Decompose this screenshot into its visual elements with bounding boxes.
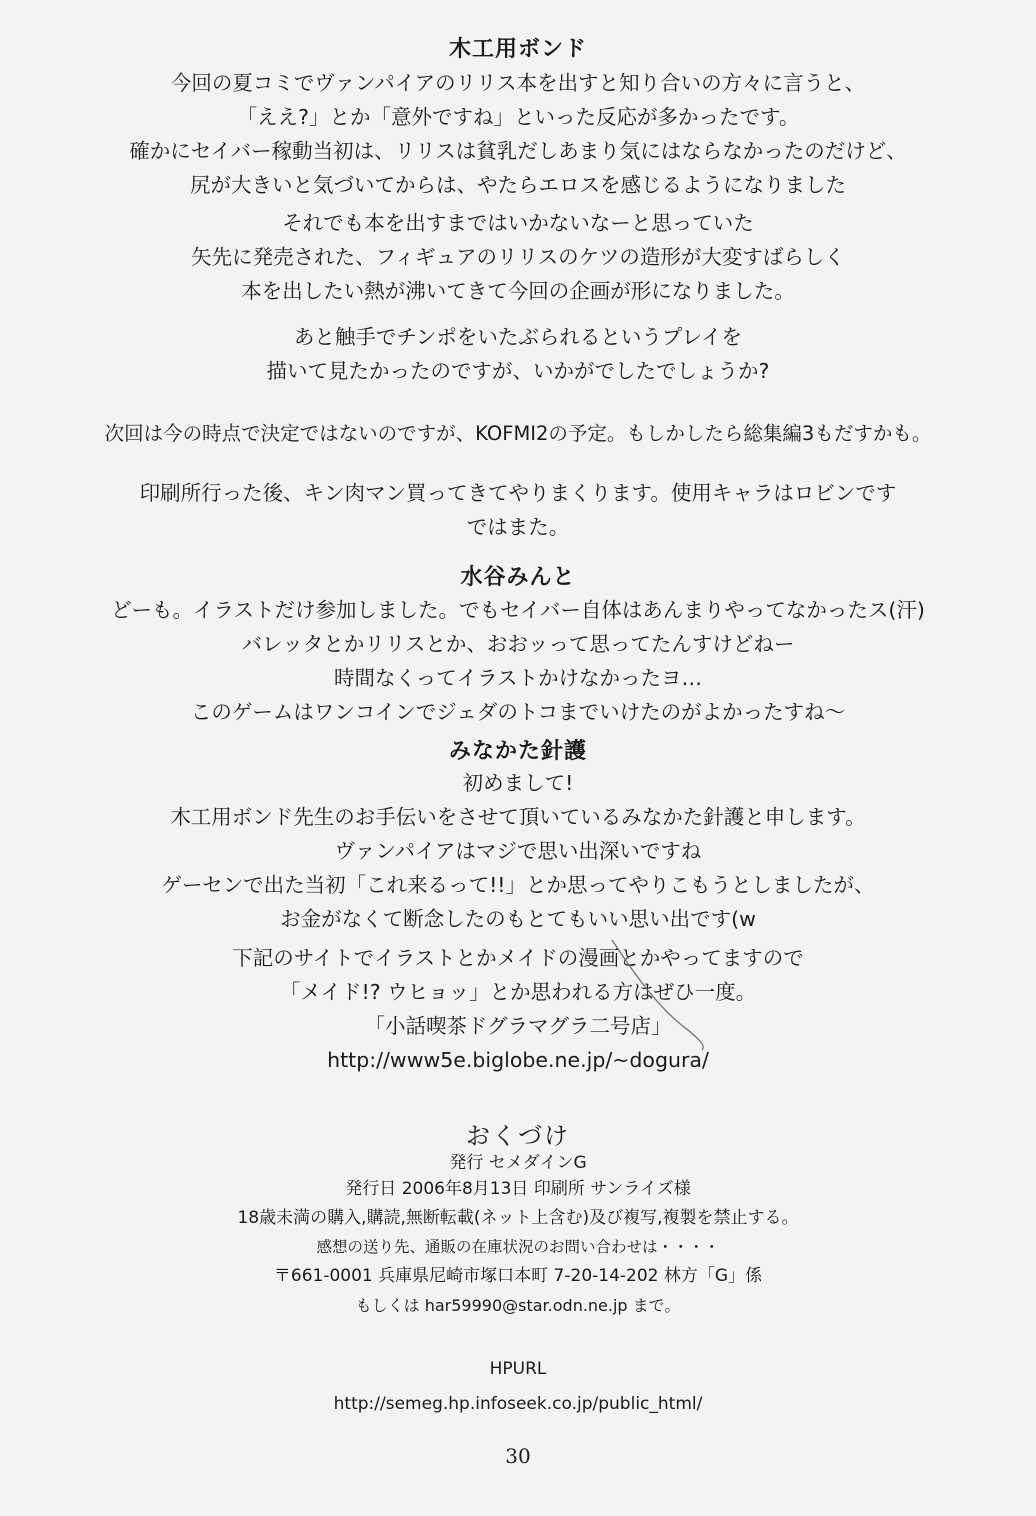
text-line: 木工用ボンド先生のお手伝いをさせて頂いているみなかた針護と申します。	[170, 805, 866, 829]
site-url: http://www5e.biglobe.ne.jp/~dogura/	[327, 1048, 709, 1072]
author-heading-minakata: みなかた針護	[448, 739, 587, 764]
page-number: 30	[505, 1444, 531, 1468]
homepage-label: HPURL	[489, 1359, 547, 1379]
text-line: あと触手でチンポをいたぶられるというプレイを	[293, 325, 743, 349]
text-line: ゲーセンで出た当初「これ来るって!!」とか思ってやりこもうとしましたが、	[161, 873, 875, 897]
text-line: それでも本を出すまではいかないなーと思っていた	[282, 211, 754, 235]
text-line: バレッタとかリリスとか、おおッって思ってたんすけどねー	[241, 632, 795, 656]
text-line: 「ええ?」とか「意外ですね」といった反応が多かったです。	[236, 105, 800, 129]
text-line: 「小話喫茶ドグラマグラ二号店」	[364, 1014, 672, 1038]
colophon-publisher: 発行 セメダインG	[449, 1153, 587, 1173]
text-line: 下記のサイトでイラストとかメイドの漫画とかやってますので	[232, 946, 804, 970]
text-line: 確かにセイバー稼動当初は、リリスは貧乳だしあまり気にはならなかったのだけど、	[129, 139, 907, 163]
homepage-url: http://semeg.hp.infoseek.co.jp/public_html/	[333, 1394, 703, 1414]
text-line: どーも。イラストだけ参加しました。でもセイバー自体はあんまりやってなかったス(汗)	[111, 598, 925, 622]
author-heading-bond: 木工用ボンド	[448, 37, 587, 62]
text-line: 「メイド!? ウヒョッ」とか思われる方はぜひ一度。	[279, 980, 757, 1004]
text-line: 矢先に発売された、フィギュアのリリスのケツの造形が大変すばらしく	[191, 245, 845, 269]
text-line: 初めまして!	[462, 771, 574, 795]
colophon-title: おくづけ	[466, 1122, 570, 1150]
text-line: 描いて見たかったのですが、いかがでしたでしょうか?	[266, 359, 770, 383]
text-line: 時間なくってイラストかけなかったヨ…	[334, 666, 702, 690]
text-line: 今回の夏コミでヴァンパイアのリリス本を出すと知り合いの方々に言うと、	[170, 71, 866, 95]
text-line: 尻が大きいと気づいてからは、やたらエロスを感じるようになりました	[190, 173, 846, 197]
colophon	[0, 1121, 1036, 1320]
colophon-contact-intro: 感想の送り先、通販の在庫状況のお問い合わせは・・・・	[316, 1238, 720, 1256]
text-line: 本を出したい熱が沸いてきて今回の企画が形になりました。	[241, 279, 795, 303]
text-line: このゲームはワンコインでジェダのトコまでいけたのがよかったすね〜	[190, 700, 846, 724]
homepage-info	[0, 1355, 1036, 1419]
text-line: お金がなくて断念したのもとてもいい思い出です(w	[280, 907, 756, 931]
text-line: 次回は今の時点で決定ではないのですが、KOFMI2の予定。もしかしたら総集編3もだすかも。	[104, 422, 932, 445]
colophon-issue-date: 発行日 2006年8月13日 印刷所 サンライズ様	[345, 1179, 691, 1199]
text-line: 印刷所行った後、キン肉マン買ってきてやりまくります。使用キャラはロビンです	[139, 481, 897, 505]
colophon-legal-notice: 18歳未満の購入,購読,無断転載(ネット上含む)及び複写,複製を禁止する。	[237, 1208, 799, 1228]
text-line: ではまた。	[466, 515, 570, 539]
text-line: ヴァンパイアはマジで思い出深いですね	[334, 839, 702, 863]
colophon-address: 〒661-0001 兵庫県尼崎市塚口本町 7-20-14-202 林方「G」係	[273, 1266, 763, 1286]
colophon-email: もしくは har59990@star.odn.ne.jp まで。	[355, 1296, 681, 1315]
author-heading-mizutani: 水谷みんと	[460, 565, 576, 590]
